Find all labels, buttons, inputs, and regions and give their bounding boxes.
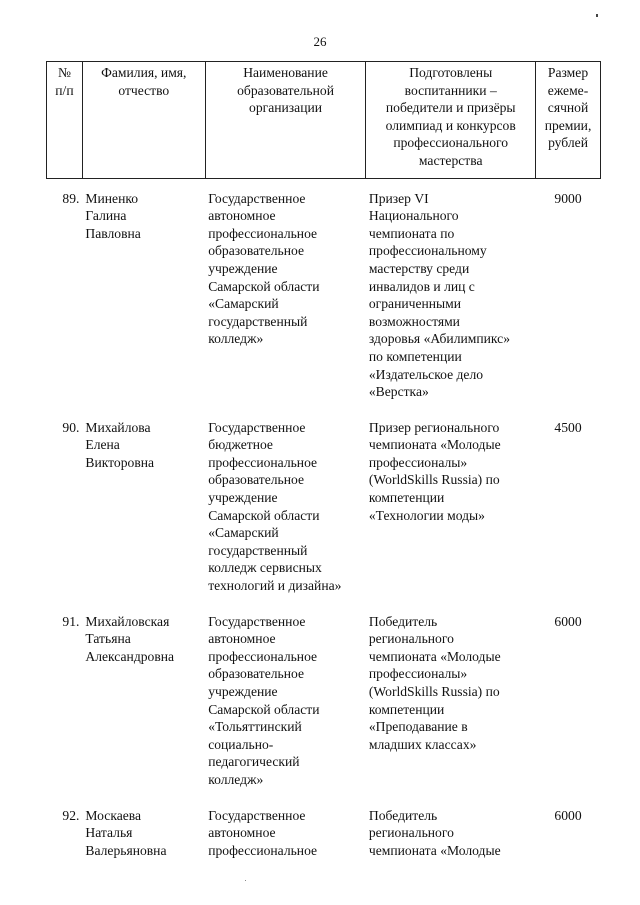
row-achievement: Победитель регионального чемпионата «Молодые <box>368 807 501 858</box>
header-organization: Наименование образовательной организации <box>205 62 366 179</box>
table-header <box>47 62 601 179</box>
table-row <box>47 419 601 595</box>
row-organization: Государственное бюджетное профессиональное образовательное учреждение Самарской области «Самарский государственный колледж сервисных технологий и дизайна» <box>208 419 342 594</box>
row-name: Михайловская Татьяна Александровна <box>85 613 175 664</box>
row-number: 89. <box>62 190 80 206</box>
table-row <box>47 190 601 401</box>
row-name: Миненко Галина Павловна <box>85 190 141 241</box>
scan-mark <box>596 14 598 17</box>
row-organization: Государственное автономное профессиональное <box>208 807 318 858</box>
page-number: 26 <box>313 34 327 49</box>
table-row <box>47 807 601 860</box>
row-name: Москаева Наталья Валерьяновна <box>85 807 167 858</box>
row-prize: 6000 <box>554 807 582 823</box>
table-row <box>47 613 601 789</box>
row-achievement: Призер регионального чемпионата «Молодые профессионалы» (WorldSkills Russia) по компетенции «Технологии моды» <box>368 419 501 523</box>
header-achievement: Подготовлены воспитанники – победители и призёры олимпиад и конкурсов профессионального мастерства <box>366 62 536 179</box>
row-number: 91. <box>62 613 80 629</box>
row-achievement: Призер VI Национального чемпионата по профессиональному мастерству среди инвалидов и лиц с ограниченными возможностями здоровья «Абилимпикс» по компетенции «Издательское дело «Верстка» <box>368 190 510 400</box>
row-name: Михайлова Елена Викторовна <box>85 419 155 470</box>
row-number: 92. <box>62 807 80 823</box>
scan-dot <box>245 880 246 881</box>
row-number: 90. <box>62 419 80 435</box>
header-number: № п/п <box>47 62 83 179</box>
row-prize: 4500 <box>554 419 582 435</box>
awards-table <box>46 61 601 859</box>
header-full-name: Фамилия, имя, отчество <box>82 62 205 179</box>
row-organization: Государственное автономное профессиональное образовательное учреждение Самарской области «Тольяттинский социально- педагогический колледж» <box>208 613 320 787</box>
row-achievement: Победитель регионального чемпионата «Молодые профессионалы» (WorldSkills Russia) по компетенции «Преподавание в младших классах» <box>368 613 501 752</box>
header-prize: Размер ежеме- сячной премии, рублей <box>536 62 601 179</box>
row-prize: 9000 <box>554 190 582 206</box>
row-prize: 6000 <box>554 613 582 629</box>
row-organization: Государственное автономное профессиональное образовательное учреждение Самарской области «Самарский государственный колледж» <box>208 190 320 347</box>
